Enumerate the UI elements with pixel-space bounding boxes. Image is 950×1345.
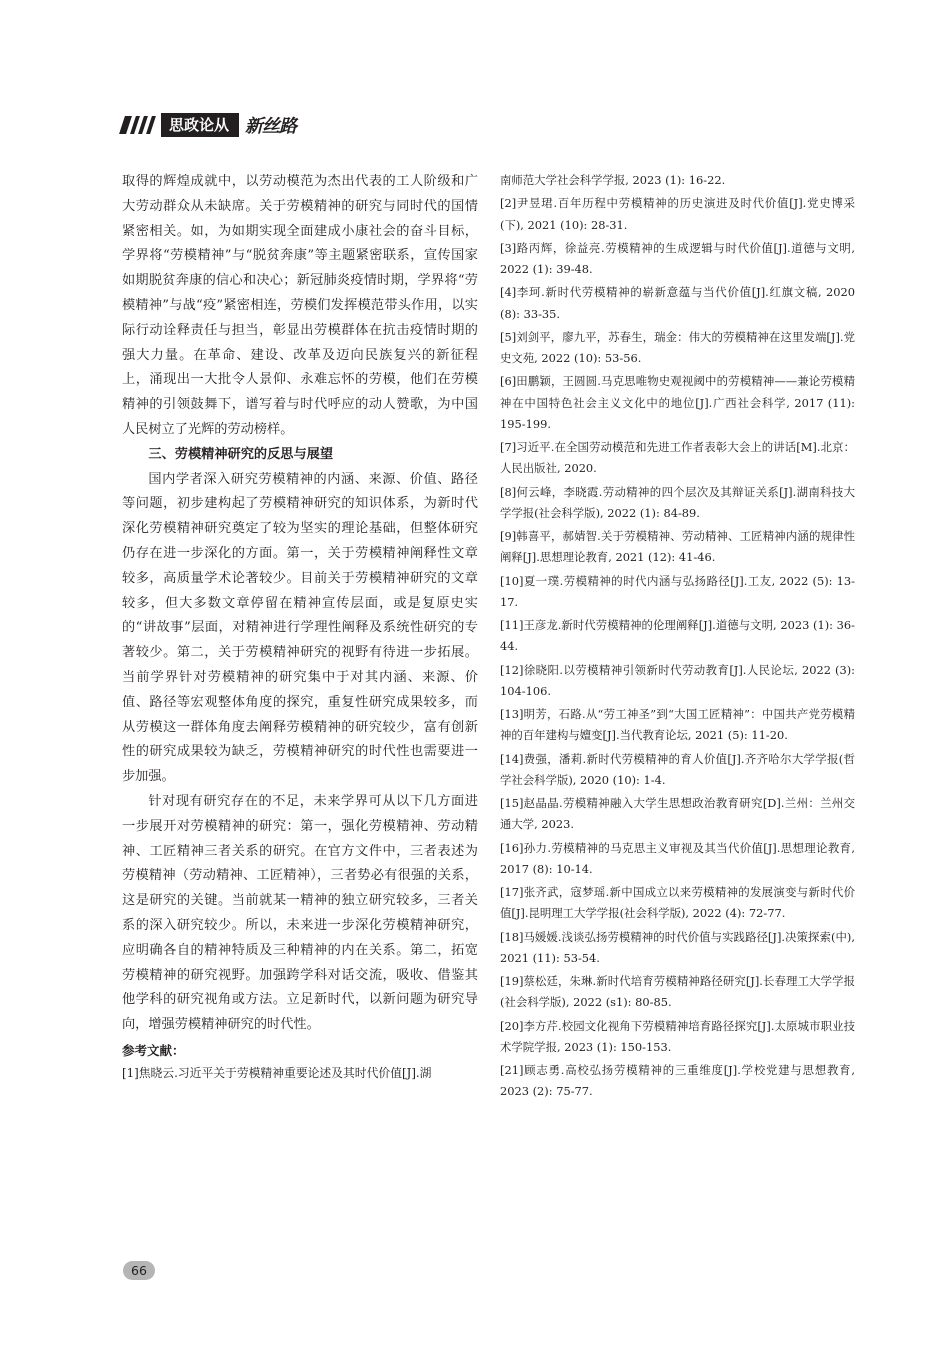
reference-item: [5]刘剑平，廖九平，苏春生，瑞金：伟大的劳模精神在这里发端[J].党史文苑, 2022 (10): 53-56. [500,329,855,365]
reference-item: [6]田鹏颖，王圆圆.马克思唯物史观视阈中的劳模精神——兼论劳模精神在中国特色社会主义文化中的地位[J].广西社会科学, 2017 (11): 195-199. [500,374,855,431]
references-heading: 参考文献： [122,1042,185,1058]
reference-item: [1]焦晓云.习近平关于劳模精神重要论述及其时代价值[J].湖 [122,1065,432,1080]
reference-item: [14]费强，潘莉.新时代劳模精神的育人价值[J].齐齐哈尔大学学报(哲学社会科学版), 2020 (10): 1-4. [500,751,855,787]
reference-item: [16]孙力.劳模精神的马克思主义审视及其当代价值[J].思想理论教育, 2017 (8): 10-14. [500,840,855,876]
reference-item: [19]蔡松廷，朱琳.新时代培育劳模精神路径研究[J].长春理工大学学报(社会科学版), 2022 (s1): 80-85. [500,974,855,1010]
reference-item: [2]尹昱珺.百年历程中劳模精神的历史演进及时代价值[J].党史博采(下), 2021 (10): 28-31. [500,196,855,232]
body-paragraph: 针对现有研究存在的不足，未来学界可从以下几方面进一步展开对劳模精神的研究：第一，强化劳模精神、劳动精神、工匠精神三者关系的研究。在官方文件中，三者表述为劳模精神（劳动精神、工匠精神），三者势必有很强的关系，这是研究的关键。当前就某一精神的独立研究较多，三者关系的深入研究较少。所以，未来进一步深化劳模精神研究，应明确各自的精神特质及三种精神的内在关系。第二，拓宽劳模精神的研究视野。加强跨学科对话交流，吸收、借鉴其他学科的研究视角或方法。立足新时代，以新问题为研究导向，增强劳模精神研究的时代性。 [122,793,478,1033]
reference-item: 南师范大学社会科学学报, 2023 (1): 16-22. [500,173,726,187]
reference-item: [8]何云峰，李晓霞.劳动精神的四个层次及其辩证关系[J].湖南科技大学学报(社会科学版), 2022 (1): 84-89. [500,484,855,520]
section-heading: 三、劳模精神研究的反思与展望 [148,446,334,462]
reference-item: [12]徐晓阳.以劳模精神引领新时代劳动教育[J].人民论坛, 2022 (3): 104-106. [500,662,855,698]
journal-logo: 新丝路 [245,116,297,137]
page-number: 66 [123,1261,155,1280]
reference-item: [15]赵晶晶.劳模精神融入大学生思想政治教育研究[D].兰州：兰州交通大学, 2023. [500,796,855,832]
reference-item: [17]张齐武，寇梦瑶.新中国成立以来劳模精神的发展演变与新时代价值[J].昆明理工大学学报(社会科学版), 2022 (4): 72-77. [500,885,855,921]
reference-item: [4]李珂.新时代劳模精神的崭新意蕴与当代价值[J].红旗文稿, 2020 (8): 33-35. [500,285,855,321]
reference-item: [7]习近平.在全国劳动模范和先进工作者表彰大会上的讲话[M].北京：人民出版社, 2020. [500,440,855,476]
reference-item: [10]夏一璞.劳模精神的时代内涵与弘扬路径[J].工友, 2022 (5): 13-17. [500,573,855,609]
reference-item: [11]王彦龙.新时代劳模精神的伦理阐释[J].道德与文明, 2023 (1): 36-44. [500,618,855,654]
running-header [122,112,296,138]
reference-item: [18]马媛媛.浅谈弘扬劳模精神的时代价值与实践路径[J].决策探索(中), 2021 (11): 53-54. [500,929,855,965]
body-paragraph-continued: 取得的辉煌成就中，以劳动模范为杰出代表的工人阶级和广大劳动群众从未缺席。关于劳模精神的研究与同时代的国情紧密相关。如，为如期实现全面建成小康社会的奋斗目标，学界将“劳模精神”与“脱贫奔康”等主题紧密联系，宣传国家如期脱贫奔康的信心和决心；新冠肺炎疫情时期，学界将“劳模精神”与战“疫”紧密相连，劳模们发挥模范带头作用，以实际行动诠释责任与担当，彰显出劳模群体在抗击疫情时期的强大力量。在革命、建设、改革及迈向民族复兴的新征程上，涌现出一大批令人景仰、永难忘怀的劳模，他们在劳模精神的引领鼓舞下，谱写着与时代呼应的动人赞歌，为中国人民树立了光辉的劳动榜样。 [122,174,478,437]
reference-item: [9]韩喜平，郝婧智.关于劳模精神、劳动精神、工匠精神内涵的规律性阐释[J].思想理论教育, 2021 (12): 41-46. [500,529,855,565]
reference-item: [3]路丙辉，徐益亮.劳模精神的生成逻辑与时代价值[J].道德与文明, 2022 (1): 39-48. [500,240,855,276]
right-column-references [500,170,855,1105]
header-stripes-icon [122,116,153,134]
header-section-title: 思政论从 [161,113,239,137]
reference-item: [20]李方芹.校园文化视角下劳模精神培育路径探究[J].太原城市职业技术学院学报, 2023 (1): 150-153. [500,1018,855,1054]
reference-item: [13]明芳，石路.从“劳工神圣”到“大国工匠精神”：中国共产党劳模精神的百年建构与嬗变[J].当代教育论坛, 2021 (5): 11-20. [500,707,855,743]
reference-item: [21]顾志勇.高校弘扬劳模精神的三重维度[J].学校党建与思想教育, 2023 (2): 75-77. [500,1063,855,1099]
left-column [122,170,478,1084]
body-paragraph: 国内学者深入研究劳模精神的内涵、来源、价值、路径等问题，初步建构起了劳模精神研究的知识体系，为新时代深化劳模精神研究奠定了较为坚实的理论基础，但整体研究仍存在进一步深化的方面。第一，关于劳模精神阐释性文章较多，高质量学术论著较少。目前关于劳模精神研究的文章较多，但大多数文章停留在精神宣传层面，或是复原史实的“讲故事”层面，对精神进行学理性阐释及系统性研究的专著较少。第二，关于劳模精神研究的视野有待进一步拓展。当前学界针对劳模精神的研究集中于对其内涵、来源、价值、路径等宏观整体角度的探究，重复性研究成果较多，而从劳模这一群体角度去阐释劳模精神的研究较少，富有创新性的研究成果较为缺乏，劳模精神研究的时代性也需要进一步加强。 [122,471,478,785]
